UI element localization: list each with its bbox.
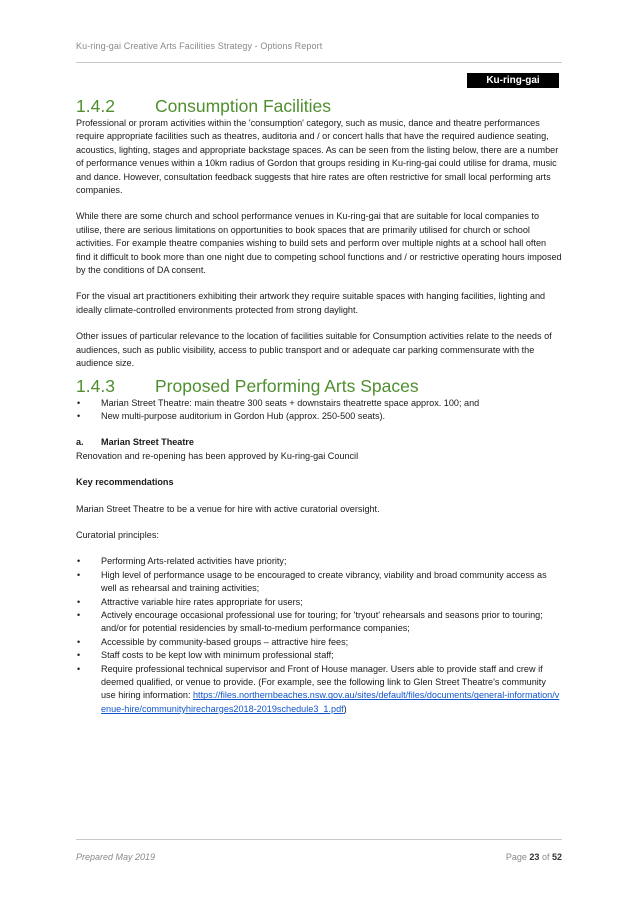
key-recommendations-heading: Key recommendations [76, 477, 174, 488]
section-heading-1-4-3 [76, 375, 562, 397]
section-number: 1.4.2 [76, 96, 115, 116]
subsection-heading [76, 436, 562, 449]
list-item: • Marian Street Theatre: main theatre 300 seats + downstairs theatrette space approx. 100; and [76, 397, 562, 410]
section-title: Consumption Facilities [155, 96, 332, 116]
curatorial-heading: Curatorial principles: [76, 529, 159, 540]
subsection-letter: a. [76, 437, 84, 448]
page-indicator [506, 852, 562, 862]
closing-paren: ) [343, 703, 347, 714]
list-item: • Staff costs to be kept low with minimum professional staff; [76, 649, 562, 662]
list-item [76, 663, 562, 717]
paragraph: While there are some church and school performance venues in Ku-ring-gai that are suitable for local companies to utilise, there are serious limitations on opportunities to book spaces that are primarily utilised for church or school activities. For example theatre companies wishing to build sets and perform over multiple nights at a school hall often find it difficult to book more than one night due to competing school functions and / or restrictive operating hours imposed by the conditions of DA consent. [76, 211, 562, 276]
section-number: 1.4.3 [76, 375, 115, 396]
list-item: • New multi-purpose auditorium in Gordon Hub (approx. 250-500 seats). [76, 410, 562, 423]
paragraph: For the visual art practitioners exhibiting their artwork they require suitable spaces with hanging facilities, lighting and ideally climate-controlled environments protected from strong daylight. [76, 291, 546, 315]
footer-divider [76, 839, 562, 840]
subsection-title: Marian Street Theatre [101, 437, 194, 448]
performing-spaces-list [76, 397, 562, 424]
list-item: • High level of performance usage to be encouraged to create vibrancy, viability and broad community access as well as rehearsal and training activities; [76, 569, 562, 596]
list-item: • Accessible by community-based groups – attractive hire fees; [76, 636, 562, 649]
page-total: 52 [551, 852, 562, 862]
curatorial-principles-list [76, 555, 562, 716]
list-item: • Attractive variable hire rates appropriate for users; [76, 596, 562, 609]
running-header: Ku-ring-gai Creative Arts Facilities Strategy - Options Report [76, 41, 323, 51]
paragraph: Professional or proram activities within the 'consumption' category, such as music, dance and theatre performances require appropriate facilities such as theatres, auditoria and / or concert halls that have the required audience seating, acoustics, lighting, stages and appropriate backstage spaces. As can be seen from the listing below, there are a number of performance venues within a 10km radius of Gordon that groups residing in Ku-ring-gai could utilise for drama, music and dance. However, consultation feedback suggests that hire rates are often restrictive for small local performing arts companies. [76, 118, 559, 196]
section-heading-1-4-2 [76, 95, 562, 117]
paragraph: Other issues of particular relevance to the location of facilities suitable for Consumption activities relate to the needs of audiences, such as public visibility, access to public transport and or adequate car parking commensurate with the audience size. [76, 331, 552, 369]
status-text: Renovation and re-opening has been approved by Ku-ring-gai Council [76, 450, 359, 461]
section-title: Proposed Performing Arts Spaces [155, 375, 419, 396]
list-item: • Performing Arts-related activities have priority; [76, 555, 562, 568]
council-logo: Ku-ring-gai Council [467, 73, 559, 88]
list-item-text: Require professional technical supervisor and Front of House manager. Users able to provide staff and crew if deemed qualified, or venue to provide. (For example, see the following link to Glen Street Theatre's community use hiring information: [101, 663, 546, 701]
prepared-date: Prepared May 2019 [76, 852, 156, 862]
glen-street-hire-link[interactable]: https://files.northernbeaches.nsw.gov.au/sites/default/files/documents/general-information/venue-hire/communityhirecharges2018-2019schedule3_1.pdf [101, 690, 560, 714]
page-content [76, 95, 562, 716]
of-label: of [541, 852, 550, 862]
header-divider [76, 62, 562, 63]
page-label: Page [505, 852, 527, 862]
page-number: 23 [529, 852, 540, 862]
list-item: • Actively encourage occasional professional use for touring; for 'tryout' rehearsals and seasons prior to touring; and/or for potential residencies by small-to-medium performance companies; [76, 609, 562, 636]
key-recommendation-text: Marian Street Theatre to be a venue for hire with active curatorial oversight. [76, 503, 380, 514]
